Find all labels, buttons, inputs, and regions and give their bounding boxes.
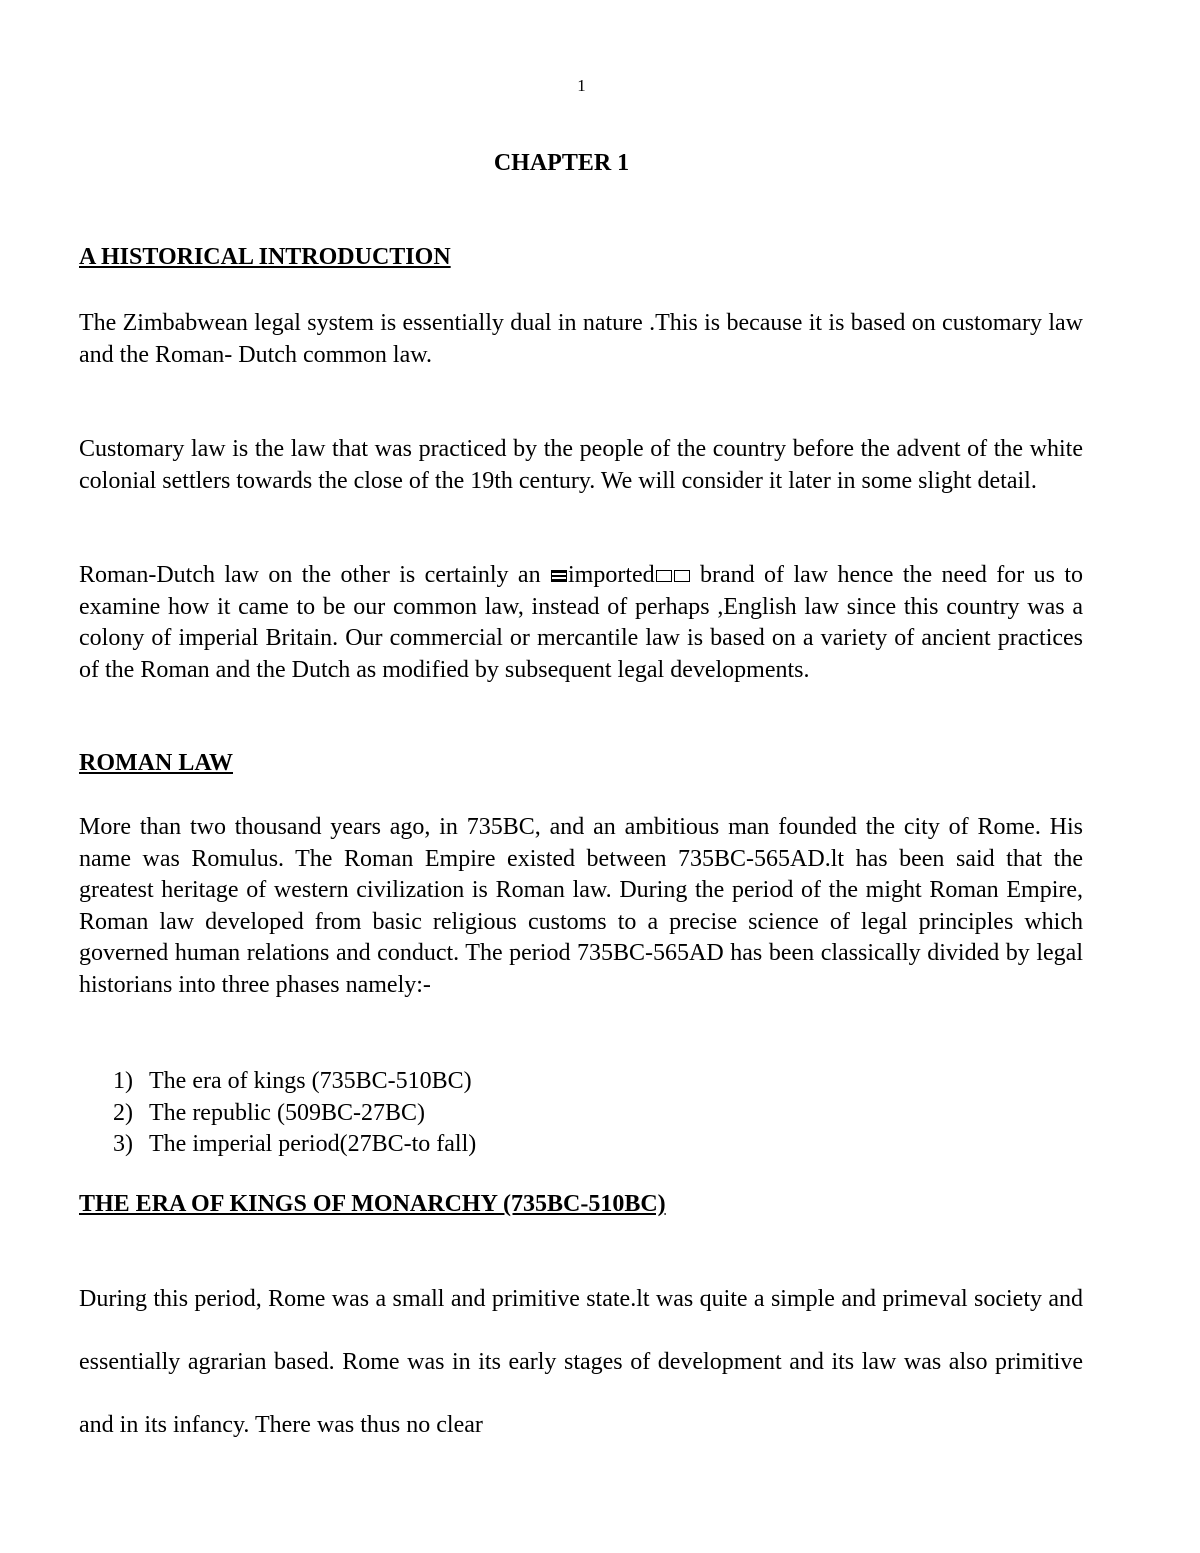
paragraph-era-of-kings: During this period, Rome was a small and primitive state.lt was quite a simple and primeval society and essentially agrarian based. Rome was in its early stages of development and its law was also primitive and in its infancy. There was thus no clear (79, 1286, 1083, 1438)
list-item-text: The imperial period(27BC-to fall) (149, 1131, 477, 1157)
missing-glyph-icon (551, 570, 567, 582)
page-number: 1 (577, 76, 586, 95)
missing-glyph-icon (656, 570, 672, 582)
paragraph-roman-dutch-law (79, 560, 1083, 686)
paragraph-text-start: Roman-Dutch law on the other is certainly an (79, 562, 550, 588)
paragraph-dual-system: The Zimbabwean legal system is essentially dual in nature .This is because it is based on customary law and the Roman- Dutch common law. (79, 310, 1083, 368)
era-of-kings-heading: THE ERA OF KINGS OF MONARCHY (735BC-510BC) (79, 1191, 666, 1217)
missing-glyph-icon (674, 570, 690, 582)
roman-law-heading: ROMAN LAW (79, 750, 233, 776)
quoted-word: imported (567, 562, 655, 588)
list-item-text: The republic (509BC-27BC) (149, 1099, 425, 1126)
paragraph-customary-law: Customary law is the law that was practiced by the people of the country before the advent of the white colonial settlers towards the close of the 19th century. We will consider it later in some slight detail. (79, 436, 1083, 494)
list-item-number: 1) (113, 1068, 133, 1094)
list-item (113, 1098, 476, 1130)
paragraph-text-end: brand of law hence the need for us to examine how it came to be our common law, instead of perhaps ,English law since this country was a colony of imperial Britain. Our commercial or mercantile law is based on a variety of ancient practices of the Roman and the Dutch as modified by subsequent legal developments. (79, 562, 1083, 683)
list-item-number: 3) (113, 1131, 133, 1157)
chapter-title: CHAPTER 1 (493, 150, 630, 176)
list-item (113, 1129, 476, 1161)
list-item-text: The era of kings (735BC-510BC) (149, 1068, 472, 1094)
list-item (113, 1066, 476, 1098)
list-item-number: 2) (113, 1099, 133, 1126)
paragraph-roman-empire: More than two thousand years ago, in 735BC, and an ambitious man founded the city of Rome. His name was Romulus. The Roman Empire existed between 735BC-565AD.lt has been said that the greatest heritage of western civilization is Roman law. During the period of the might Roman Empire, Roman law developed from basic religious customs to a precise science of legal principles which governed human relations and conduct. The period 735BC-565AD has been classically divided by legal historians into three phases namely:- (79, 814, 1083, 998)
phases-list (113, 1066, 476, 1161)
historical-introduction-heading: A HISTORICAL INTRODUCTION (79, 244, 451, 270)
